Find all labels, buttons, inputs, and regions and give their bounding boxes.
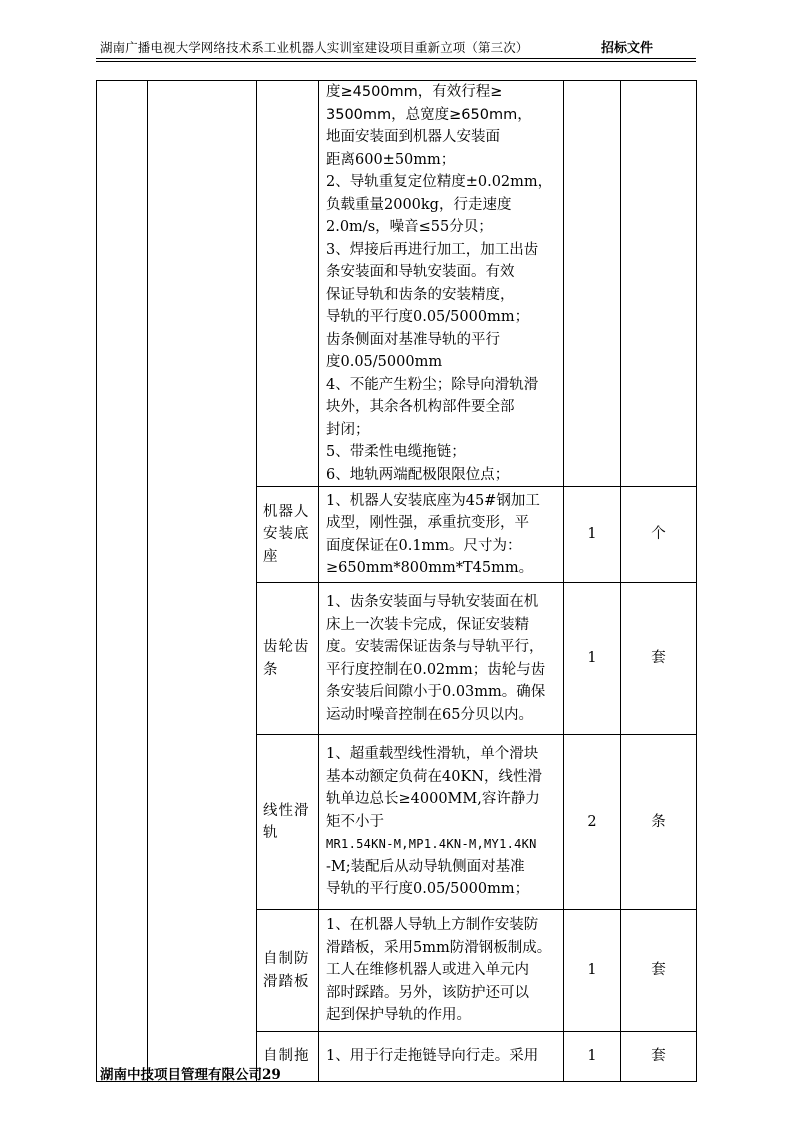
desc-line: 保证导轨和齿条的安装精度， bbox=[326, 286, 515, 303]
desc-line: 1、用于行走拖链导向行走。采用 bbox=[326, 1048, 539, 1065]
item-description bbox=[319, 583, 564, 735]
item-unit: 套 bbox=[621, 1032, 697, 1082]
desc-line: 轨单边总长≥4000MM,容许静力 bbox=[326, 791, 540, 808]
desc-line: 1、超重载型线性滑轨，单个滑块 bbox=[326, 746, 539, 763]
desc-line: 1、在机器人导轨上方制作安装防 bbox=[326, 917, 539, 934]
desc-line: 度0.05/5000mm bbox=[326, 354, 443, 370]
desc-line: 条安装面和导轨安装面。有效 bbox=[326, 264, 515, 280]
item-description bbox=[319, 910, 564, 1032]
item-name-line: 齿轮齿 bbox=[263, 639, 310, 655]
item-description bbox=[319, 735, 564, 910]
desc-line: 块外，其余各机构部件要全部 bbox=[326, 399, 515, 415]
desc-line: 5、带柔性电缆拖链； bbox=[326, 444, 466, 460]
desc-line: 度≥4500mm，有效行程≥ bbox=[326, 84, 503, 100]
desc-line: -M;装配后从动导轨侧面对基准 bbox=[326, 858, 525, 875]
header-rule bbox=[96, 58, 696, 59]
desc-line: 条安装后间隙小于0.03mm。确保 bbox=[326, 684, 546, 700]
desc-line: 1、机器人安装底座为45#钢加工 bbox=[326, 492, 540, 509]
item-name-line: 自制拖 bbox=[263, 1048, 310, 1065]
category-cell bbox=[148, 81, 257, 1082]
desc-line: 床上一次装卡完成，保证安装精 bbox=[326, 616, 529, 633]
desc-line: MR1.54KN-M,MP1.4KN-M,MY1.4KN bbox=[326, 837, 537, 852]
desc-line: 成型，刚性强，承重抗变形，平 bbox=[326, 515, 529, 531]
desc-line: 滑踏板，采用5mm防滑钢板制成。 bbox=[326, 939, 552, 956]
item-name-line: 安装底 bbox=[263, 526, 310, 543]
item-description bbox=[319, 487, 564, 583]
desc-line: 齿条侧面对基准导轨的平行 bbox=[326, 331, 500, 348]
item-description bbox=[319, 1032, 564, 1082]
header-title: 湖南广播电视大学网络技术系工业机器人实训室建设项目重新立项（第三次） bbox=[100, 40, 529, 55]
item-quantity bbox=[564, 81, 621, 487]
item-quantity: 1 bbox=[564, 583, 621, 735]
desc-line: 运动时噪音控制在65分贝以内。 bbox=[326, 706, 533, 723]
desc-line: 封闭； bbox=[326, 421, 370, 438]
item-unit: 条 bbox=[621, 735, 697, 910]
item-unit: 套 bbox=[621, 583, 697, 735]
footer-company: 湖南中技项目管理有限公司 bbox=[100, 1067, 262, 1083]
item-name-cell bbox=[257, 81, 319, 487]
item-quantity: 2 bbox=[564, 735, 621, 910]
desc-line: 矩不小于 bbox=[326, 813, 384, 830]
item-unit bbox=[621, 81, 697, 487]
desc-line: 工人在维修机器人或进入单元内 bbox=[326, 962, 529, 979]
item-name-line: 线性滑 bbox=[263, 802, 310, 819]
desc-line: 1、齿条安装面与导轨安装面在机 bbox=[326, 594, 539, 610]
item-name-line: 条 bbox=[263, 661, 279, 678]
item-quantity: 1 bbox=[564, 910, 621, 1032]
desc-line: 地面安装面到机器人安装面 bbox=[326, 129, 500, 145]
desc-line: 3、焊接后再进行加工，加工出齿 bbox=[326, 241, 539, 258]
footer bbox=[100, 1063, 281, 1083]
header-rule-secondary bbox=[96, 61, 696, 62]
item-name-cell bbox=[257, 910, 319, 1032]
desc-line: 度。安装需保证齿条与导轨平行， bbox=[326, 639, 544, 655]
item-name-line: 座 bbox=[263, 548, 279, 565]
index-cell bbox=[97, 81, 148, 1082]
spec-table bbox=[96, 80, 697, 1082]
item-name-line: 轨 bbox=[263, 825, 279, 841]
item-name-cell bbox=[257, 735, 319, 910]
desc-line: 导轨的平行度0.05/5000mm； bbox=[326, 881, 530, 898]
desc-line: 平行度控制在0.02mm；齿轮与齿 bbox=[326, 661, 546, 678]
desc-line: 导轨的平行度0.05/5000mm； bbox=[326, 309, 530, 325]
desc-line: 部时踩踏。另外，该防护还可以 bbox=[326, 984, 529, 1001]
item-name-cell bbox=[257, 487, 319, 583]
table-row bbox=[97, 81, 697, 487]
item-quantity: 1 bbox=[564, 1032, 621, 1082]
desc-line: 起到保护导轨的作用。 bbox=[326, 1007, 471, 1024]
item-unit: 个 bbox=[621, 487, 697, 583]
item-unit: 套 bbox=[621, 910, 697, 1032]
desc-line: 2.0m/s，噪音≤55分贝； bbox=[326, 219, 493, 235]
header-doc-type: 招标文件 bbox=[601, 41, 654, 56]
item-name-cell bbox=[257, 583, 319, 735]
item-name-line: 自制防 bbox=[263, 951, 310, 967]
desc-line: 距离600±50mm； bbox=[326, 151, 456, 168]
page-number: 29 bbox=[262, 1067, 281, 1083]
item-description bbox=[319, 81, 564, 487]
desc-line: 面度保证在0.1mm。尺寸为： bbox=[326, 537, 522, 554]
item-quantity: 1 bbox=[564, 487, 621, 583]
desc-line: 6、地轨两端配极限限位点； bbox=[326, 466, 510, 483]
desc-line: 2、导轨重复定位精度±0.02mm， bbox=[326, 174, 553, 190]
item-name-line: 滑踏板 bbox=[263, 973, 310, 990]
desc-line: ≥650mm*800mm*T45mm。 bbox=[326, 560, 534, 576]
desc-line: 3500mm，总宽度≥650mm， bbox=[326, 106, 532, 123]
item-name-line: 机器人 bbox=[263, 503, 310, 520]
desc-line: 基本动额定负荷在40KN，线性滑 bbox=[326, 768, 542, 785]
desc-line: 4、不能产生粉尘；除导向滑轨滑 bbox=[326, 376, 539, 393]
desc-line: 负载重量2000kg，行走速度 bbox=[326, 196, 512, 213]
